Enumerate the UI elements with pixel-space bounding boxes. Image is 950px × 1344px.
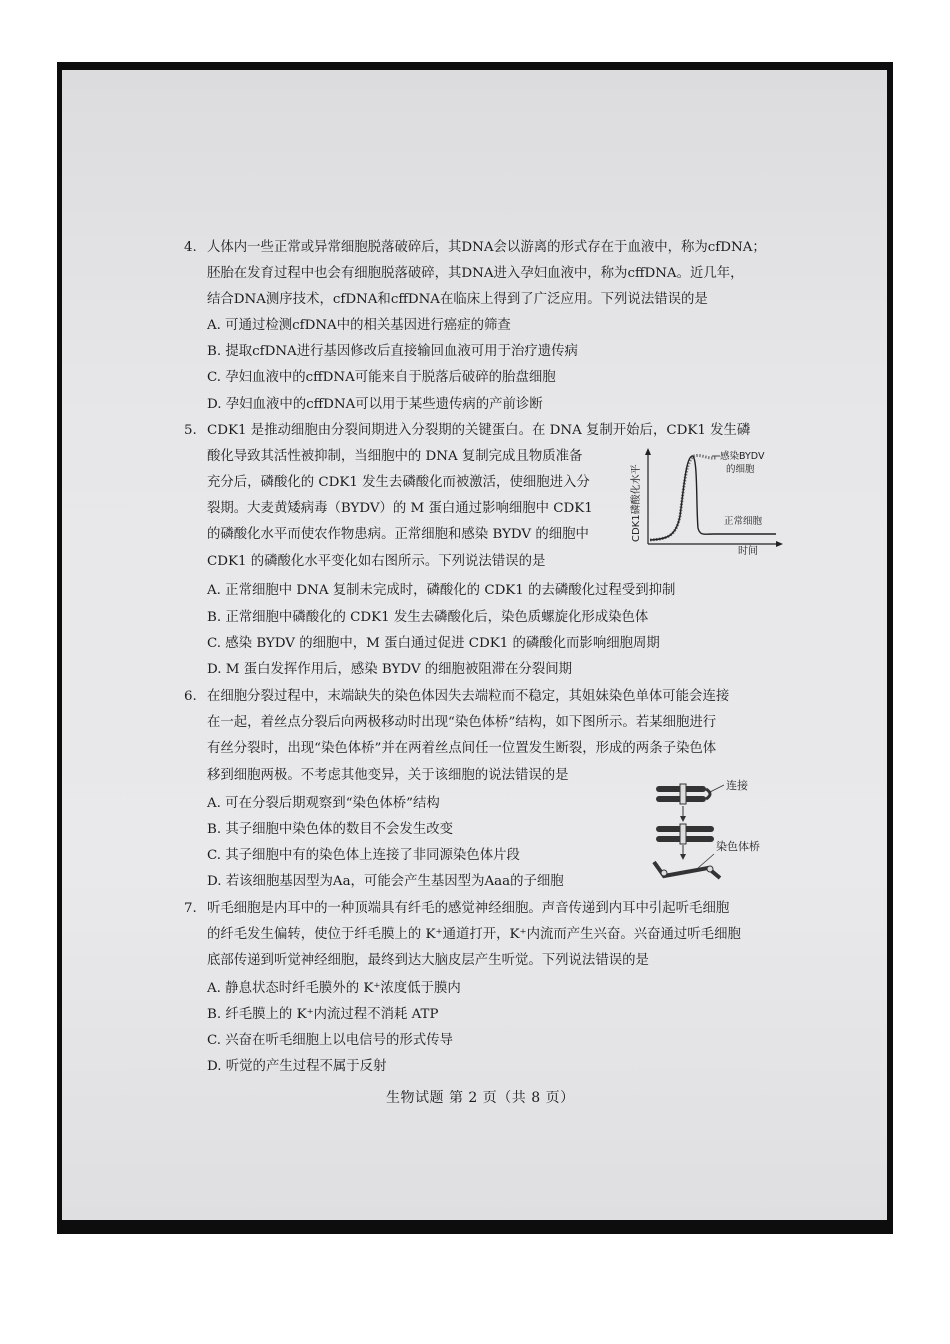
question-7-number: 7. xyxy=(184,901,197,916)
normal-cell-label: 正常细胞 xyxy=(724,516,763,527)
question-6-option-d: D. 若该细胞基因型为Aa，可能会产生基因型为Aaa的子细胞 xyxy=(207,874,564,889)
question-7-option-c: C. 兴奋在听毛细胞上以电信号的形式传导 xyxy=(207,1033,453,1048)
question-5-option-a: A. 正常细胞中 DNA 复制未完成时，磷酸化的 CDK1 的去磷酸化过程受到抑制 xyxy=(207,583,676,598)
question-5-number: 5. xyxy=(184,423,197,438)
cdk1-phosphorylation-graph xyxy=(628,446,788,558)
question-5-text-line: 的磷酸化水平而使农作物患病。正常细胞和感染 BYDV 的细胞中 xyxy=(207,527,589,542)
question-5-text-line: 酸化导致其活性被抑制，当细胞中的 DNA 复制完成且物质准备 xyxy=(207,449,583,464)
infected-label-line-2: 的细胞 xyxy=(726,464,755,475)
question-6-number: 6. xyxy=(184,689,197,704)
y-axis-label: CDK1磷酸化水平 xyxy=(631,464,642,542)
connect-label: 连接 xyxy=(726,779,748,792)
x-axis-label: 时间 xyxy=(738,546,758,557)
question-5-option-c: C. 感染 BYDV 的细胞中，M 蛋白通过促进 CDK1 的磷酸化而影响细胞周期 xyxy=(207,636,660,651)
question-6-option-a: A. 可在分裂后期观察到“染色体桥”结构 xyxy=(207,796,440,811)
question-4-option-c: C. 孕妇血液中的cffDNA可能来自于脱落后破碎的胎盘细胞 xyxy=(207,370,556,385)
question-7-option-a: A. 静息状态时纤毛膜外的 K⁺浓度低于膜内 xyxy=(207,981,461,996)
question-5-text-line: 充分后，磷酸化的 CDK1 发生去磷酸化而被激活，使细胞进入分 xyxy=(207,475,590,490)
arrow-head xyxy=(680,816,686,822)
question-4-option-d: D. 孕妇血液中的cffDNA可以用于某些遗传病的产前诊断 xyxy=(207,397,543,412)
infected-label-line-1: 感染BYDV xyxy=(720,451,765,462)
question-4-option-b: B. 提取cfDNA进行基因修改后直接输回血液可用于治疗遗传病 xyxy=(207,344,578,359)
question-5-option-b: B. 正常细胞中磷酸化的 CDK1 发生去磷酸化后，染色质螺旋化形成染色体 xyxy=(207,610,649,625)
question-7-option-d: D. 听觉的产生过程不属于反射 xyxy=(207,1059,387,1074)
question-4-text-line: 胚胎在发育过程中也会有细胞脱落破碎，其DNA进入孕妇血液中，称为cffDNA。近几年， xyxy=(207,266,744,281)
question-5-text-line: 裂期。大麦黄矮病毒（BYDV）的 M 蛋白通过影响细胞中 CDK1 xyxy=(207,501,593,516)
question-5-text-line: CDK1 是推动细胞由分裂间期进入分裂期的关键蛋白。在 DNA 复制开始后，CDK1 发生磷 xyxy=(207,423,751,438)
normal-cell-curve xyxy=(650,456,776,540)
question-6-option-b: B. 其子细胞中染色体的数目不会发生改变 xyxy=(207,822,453,837)
question-4-option-a: A. 可通过检测cfDNA中的相关基因进行癌症的筛查 xyxy=(207,318,511,333)
centromere xyxy=(707,866,713,872)
y-axis-arrow xyxy=(645,448,651,455)
question-6-text-line: 在一起，着丝点分裂后向两极移动时出现“染色体桥”结构，如下图所示。若某细胞进行 xyxy=(207,715,717,730)
question-5-text-line: CDK1 的磷酸化水平变化如右图所示。下列说法错误的是 xyxy=(207,554,546,569)
chromosome-bridge-figure xyxy=(650,772,780,882)
centromere xyxy=(680,784,686,804)
question-7-option-b: B. 纤毛膜上的 K⁺内流过程不消耗 ATP xyxy=(207,1007,439,1022)
arrow-head xyxy=(680,854,686,860)
question-4-number: 4. xyxy=(184,240,197,255)
centromere xyxy=(661,870,667,876)
question-7-text-line: 底部传递到听觉神经细胞，最终到达大脑皮层产生听觉。下列说法错误的是 xyxy=(207,953,649,968)
bridge-label: 染色体桥 xyxy=(716,840,760,853)
question-7-text-line: 听毛细胞是内耳中的一种顶端具有纤毛的感觉神经细胞。声音传递到内耳中引起听毛细胞 xyxy=(207,901,730,916)
question-4-text-line: 结合DNA测序技术，cfDNA和cffDNA在临床上得到了广泛应用。下列说法错误的是 xyxy=(207,292,708,307)
x-axis-arrow xyxy=(776,541,783,547)
question-6-text-line: 在细胞分裂过程中，末端缺失的染色体因失去端粒而不稳定，其姐妹染色单体可能会连接 xyxy=(207,689,730,704)
question-6-option-c: C. 其子细胞中有的染色体上连接了非同源染色体片段 xyxy=(207,848,520,863)
question-4-text-line: 人体内一些正常或异常细胞脱落破碎后，其DNA会以游离的形式存在于血液中，称为cfDNA； xyxy=(207,240,766,255)
centromere xyxy=(680,824,686,844)
connect-leader-line xyxy=(710,785,724,792)
question-7-text-line: 的纤毛发生偏转，使位于纤毛膜上的 K⁺通道打开，K⁺内流而产生兴奋。兴奋通过听毛细胞 xyxy=(207,927,741,942)
question-6-text-line: 移到细胞两极。不考虑其他变异，关于该细胞的说法错误的是 xyxy=(207,768,569,783)
connection-point xyxy=(706,789,710,799)
page-footer: 生物试题 第 2 页（共 8 页） xyxy=(386,1090,575,1106)
question-6-text-line: 有丝分裂时，出现“染色体桥”并在两着丝点间任一位置发生断裂，形成的两条子染色体 xyxy=(207,741,717,756)
question-5-option-d: D. M 蛋白发挥作用后，感染 BYDV 的细胞被阻滞在分裂间期 xyxy=(207,662,573,677)
